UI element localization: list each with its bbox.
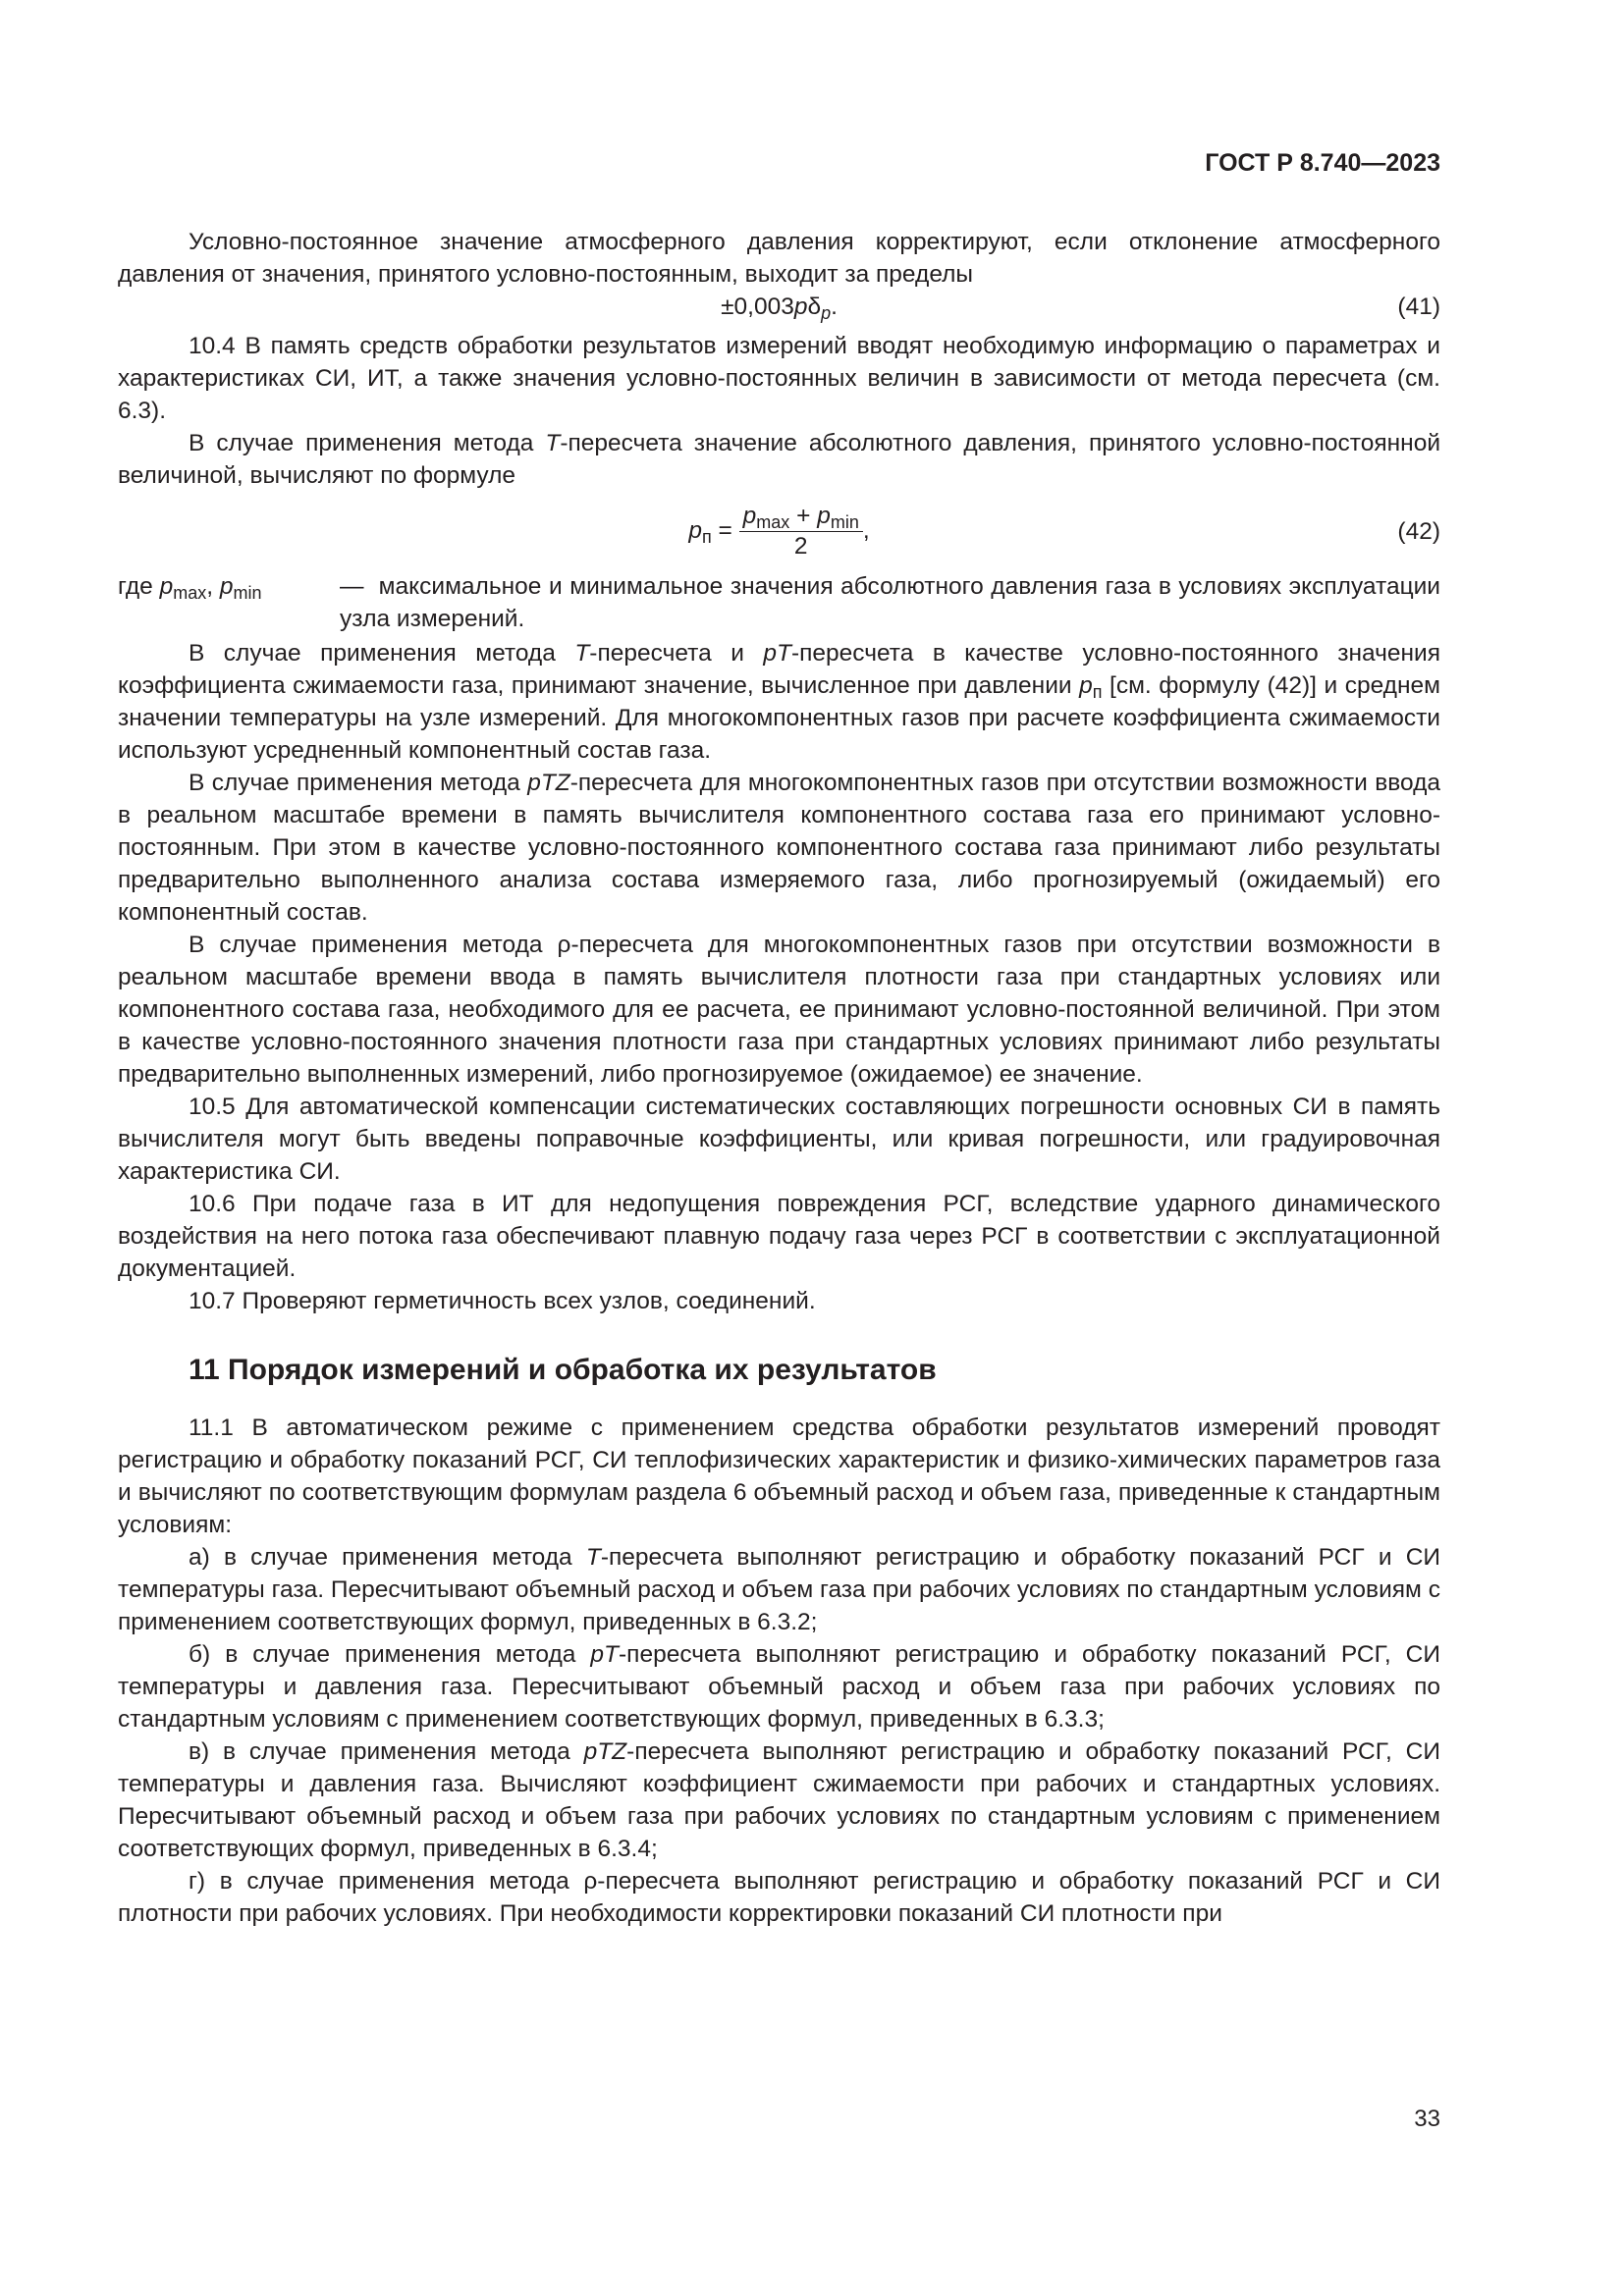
paragraph-rho-method: В случае применения метода ρ-пересчета для многокомпонентных газов при отсутствии возможности в реальном масштабе времени ввода в память вычислителя плотности газа при стандартных условиях или компонентного состава газа, необходимого для ее расчета, ее принимают условно-постоянной величиной. При этом в качестве условно-постоянного значения плотности газа при стандартных условиях принимают либо результаты предварительно выполненных измерений, либо прогнозируемое (ожидаемое) ее значение. <box>118 932 1440 1088</box>
where-clause <box>118 570 1440 635</box>
paragraph-t-method: В случае применения метода T-пересчета значение абсолютного давления, принятого условно-постоянной величиной, вычисляют по формуле <box>118 430 1441 489</box>
paragraph-10-5: 10.5 Для автоматической компенсации систематических составляющих погрешности основных СИ в память вычислителя могут быть введены поправочные коэффициенты, или кривая погрешности, или градуировочная характеристика СИ. <box>118 1094 1440 1185</box>
formula-41-number: (41) <box>1397 294 1440 320</box>
list-item-a: а) в случае применения метода T-пересчета выполняют регистрацию и обработку показаний РСГ и СИ температуры газа. Пересчитывают объемный расход и объем газа при рабочих условиях по стандартным условиям с применением соответствующих формул, приведенных в 6.3.2; <box>118 1544 1440 1635</box>
page-number: 33 <box>1414 2106 1440 2132</box>
paragraph-11-1: 11.1 В автоматическом режиме с применением средства обработки результатов измерений проводят регистрацию и обработку показаний РСГ, СИ теплофизических характеристик и физико-химических параметров газа и вычисляют по соответствующим формулам раздела 6 объемный расход и объем газа, приведенные к стандартным условиям: <box>118 1415 1440 1538</box>
paragraph-10-7: 10.7 Проверяют герметичность всех узлов, соединений. <box>189 1288 816 1314</box>
formula-41-expression: $\pm 0,003p\delta_p$. <box>721 294 838 323</box>
list-item-v: в) в случае применения метода pTZ-пересчета выполняют регистрацию и обработку показаний РСГ, СИ температуры и давления газа. Вычисляют коэффициент сжимаемости при рабочих и стандартных условиях. Пересчитывают объемный расход и объем газа при рабочих условиях по стандартным условиям с применением соответствующих формул, приведенных в 6.3.4; <box>118 1738 1440 1862</box>
formula-42-expression: $p_п$ = $\frac{p_{max} + p_{min}}{2}$ , <box>688 503 870 560</box>
list-item-g: г) в случае применения метода ρ-пересчета выполняют регистрацию и обработку показаний РСГ и СИ плотности при рабочих условиях. При необходимости корректировки показаний СИ плотности при <box>118 1868 1440 1927</box>
paragraph-compressibility: В случае применения метода T-пересчета и pT-пересчета в качестве условно-постоянного значения коэффициента сжимаемости газа, принимают значение, вычисленное при давлении $p_п$ [см. формулу (42)] и среднем значении температуры на узле измерений. Для многокомпонентных газов при расчете коэффициента сжимаемости используют усредненный компонентный состав газа. <box>118 640 1440 764</box>
paragraph-ptz-method: В случае применения метода pTZ-пересчета для многокомпонентных газов при отсутствии возможности ввода в реальном масштабе времени в память вычислителя компонентного состава газа его принимают условно-постоянным. При этом в качестве условно-постоянного компонентного состава газа принимают либо результаты предварительно выполненного анализа состава измеряемого газа, либо прогнозируемый (ожидаемый) его компонентный состав. <box>118 770 1440 926</box>
list-item-b: б) в случае применения метода pT-пересчета выполняют регистрацию и обработку показаний РСГ, СИ температуры и давления газа. Пересчитывают объемный расход и объем газа при рабочих условиях по стандартным условиям с применением соответствующих формул, приведенных в 6.3.3; <box>118 1641 1440 1733</box>
formula-42 <box>118 498 1440 566</box>
paragraph-atm-pressure: Условно-постоянное значение атмосферного давления корректируют, если отклонение атмосферного давления от значения, принятого условно-постоянным, выходит за пределы <box>118 229 1440 288</box>
paragraph-10-6: 10.6 При подаче газа в ИТ для недопущения повреждения РСГ, вследствие ударного динамического воздействия на него потока газа обеспечивают плавную подачу газа через РСГ в соответствии с эксплуатационной документацией. <box>118 1191 1440 1282</box>
where-definition: — максимальное и минимальное значения абсолютного давления газа в условиях эксплуатации узла измерений. <box>340 573 1440 632</box>
where-label: где $p_{max}$, $p_{min}$ <box>118 573 262 603</box>
section-heading-11: 11 Порядок измерений и обработка их результатов <box>189 1354 937 1386</box>
formula-42-fraction: $\frac{p_{max} + p_{min}}{2}$ <box>739 502 863 561</box>
document-id-header: ГОСТ Р 8.740—2023 <box>1205 149 1440 177</box>
formula-42-number: (42) <box>1397 518 1440 545</box>
paragraph-10-4: 10.4 В память средств обработки результатов измерений вводят необходимую информацию о параметрах и характеристиках СИ, ИТ, а также значения условно-постоянных величин в зависимости от метода пересчета (см. 6.3). <box>118 333 1440 424</box>
formula-41 <box>118 291 1440 330</box>
document-body <box>118 226 1440 1930</box>
